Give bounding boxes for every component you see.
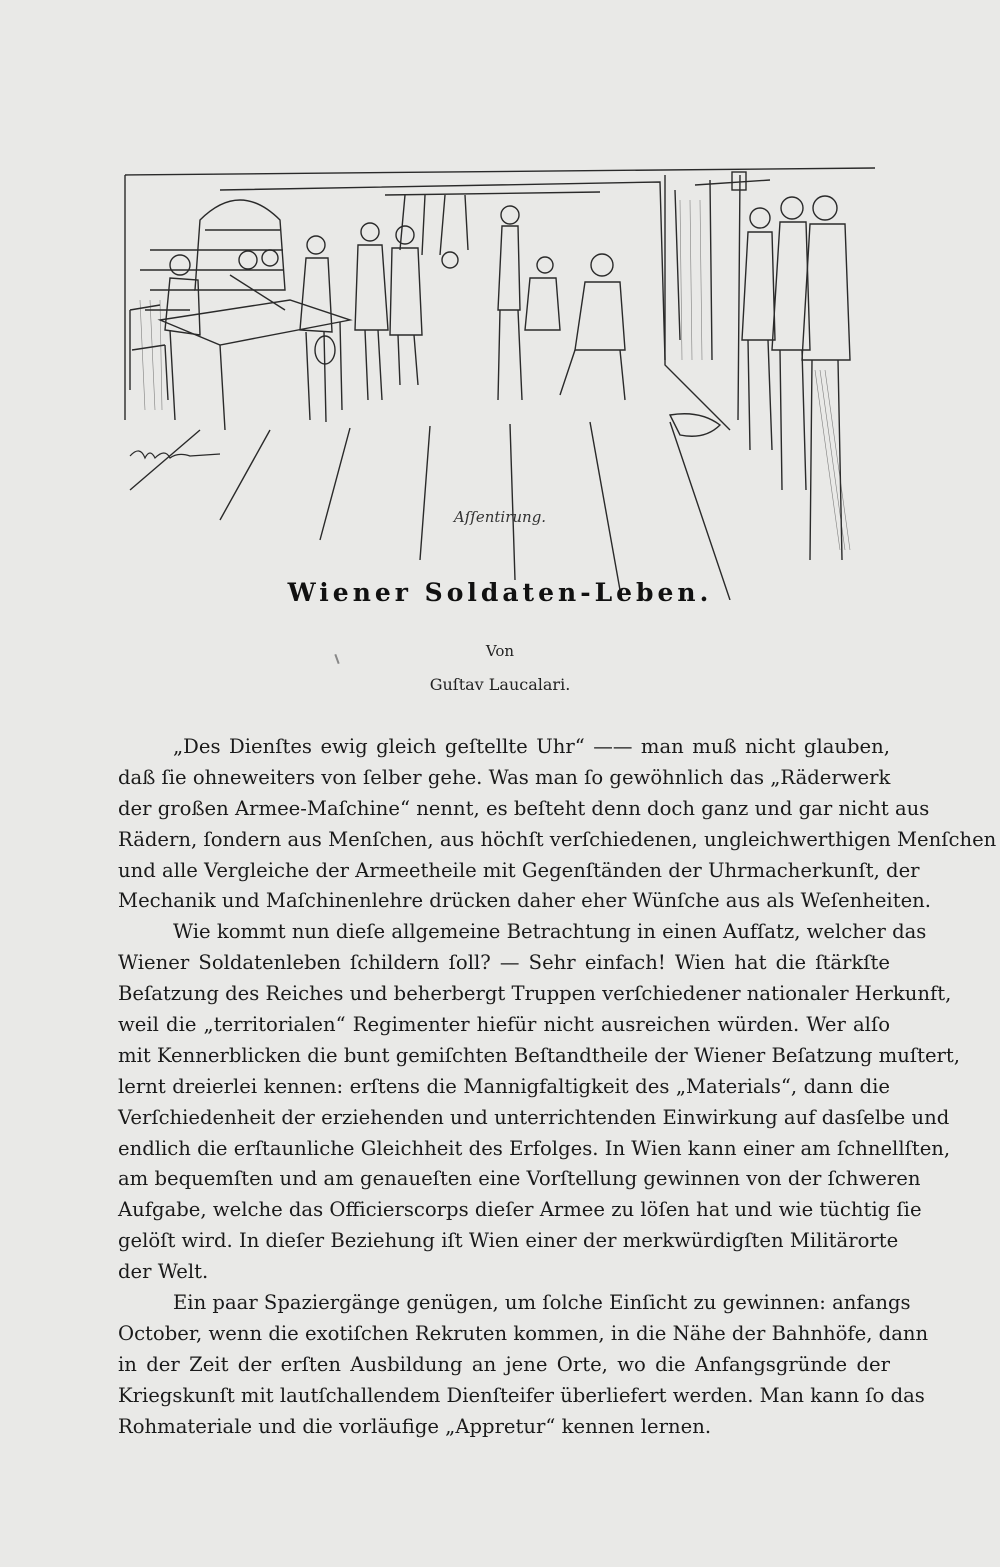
- text-line: Mechanik und Maſchinenlehre drücken daher eher Wünſche aus als Weſenheiten.: [118, 889, 932, 913]
- text-line: Beſatzung des Reiches und beherbergt Truppen verſchiedener nationaler Herkunft,: [118, 982, 952, 1006]
- text-line: mit Kennerblicken die bunt gemiſchten Beſtandtheile der Wiener Beſatzung muſtert,: [118, 1043, 961, 1067]
- engraving-illustration-icon: [120, 160, 890, 600]
- text-line: Rädern, ſondern aus Menſchen, aus höchſt verſchiedenen, ungleichwerthigen Menſchen: [118, 827, 997, 851]
- text-line: weil die „territorialen“ Regimenter hiefür nicht ausreichen würden. Wer alſo: [118, 1013, 890, 1037]
- text-line: gelöſt wird. In dieſer Beziehung iſt Wien einer der merkwürdigſten Militärorte: [118, 1229, 899, 1253]
- text-line: am bequemſten und am genaueſten eine Vorſtellung gewinnen von der ſchweren: [118, 1167, 921, 1191]
- text-line: Aufgabe, welche das Officierscorps dieſer Armee zu löſen hat und wie tüchtig ſie: [118, 1198, 922, 1222]
- text-line: in der Zeit der erſten Ausbildung an jene Orte, wo die Anfangsgründe der: [118, 1352, 890, 1376]
- text-line: October, wenn die exotiſchen Rekruten kommen, in die Nähe der Bahnhöfe, dann: [118, 1321, 929, 1345]
- article-title: Wiener Soldaten-Leben.: [287, 578, 713, 607]
- text-line: lernt dreierlei kennen: erſtens die Mannigfaltigkeit des „Materials“, dann die: [118, 1074, 890, 1098]
- text-line: endlich die erſtaunliche Gleichheit des Erfolges. In Wien kann einer am ſchnellſten,: [118, 1136, 951, 1160]
- byline-von: Von: [485, 642, 515, 660]
- text-line: Ein paar Spaziergänge genügen, um ſolche Einſicht zu gewinnen: anfangs: [173, 1291, 911, 1315]
- text-line: Rohmateriale und die vorläufige „Appretur“ kennen lernen.: [118, 1414, 712, 1438]
- illustration-caption: Aſſentirung.: [453, 508, 547, 526]
- text-line: Kriegskunſt mit lautſchallendem Dienſteifer überliefert werden. Man kann ſo das: [118, 1383, 925, 1407]
- text-line: daß ſie ohneweiters von ſelber gehe. Was man ſo gewöhnlich das „Räderwerk: [118, 765, 891, 789]
- text-line: der großen Armee-Maſchine“ nennt, es beſteht denn doch ganz und gar nicht aus: [118, 796, 930, 820]
- text-line: Wie kommt nun dieſe allgemeine Betrachtung in einen Aufſatz, welcher das: [173, 920, 927, 944]
- page-mark: [334, 654, 339, 664]
- text-line: Verſchiedenheit der erziehenden und unterrichtenden Einwirkung auf dasſelbe und: [118, 1105, 950, 1129]
- text-line: und alle Vergleiche der Armeetheile mit Gegenſtänden der Uhrmacherkunſt, der: [118, 858, 920, 882]
- text-line: „Des Dienſtes ewig gleich geſtellte Uhr“ —— man muß nicht glauben,: [173, 735, 890, 758]
- recruitment-illustration: [120, 160, 890, 600]
- byline-author: Guſtav Laucalari.: [429, 675, 571, 694]
- text-line: Wiener Soldatenleben ſchildern ſoll? — Sehr einfach! Wien hat die ſtärkſte: [118, 951, 890, 975]
- text-line: der Welt.: [118, 1260, 209, 1284]
- article-body: [118, 732, 997, 1442]
